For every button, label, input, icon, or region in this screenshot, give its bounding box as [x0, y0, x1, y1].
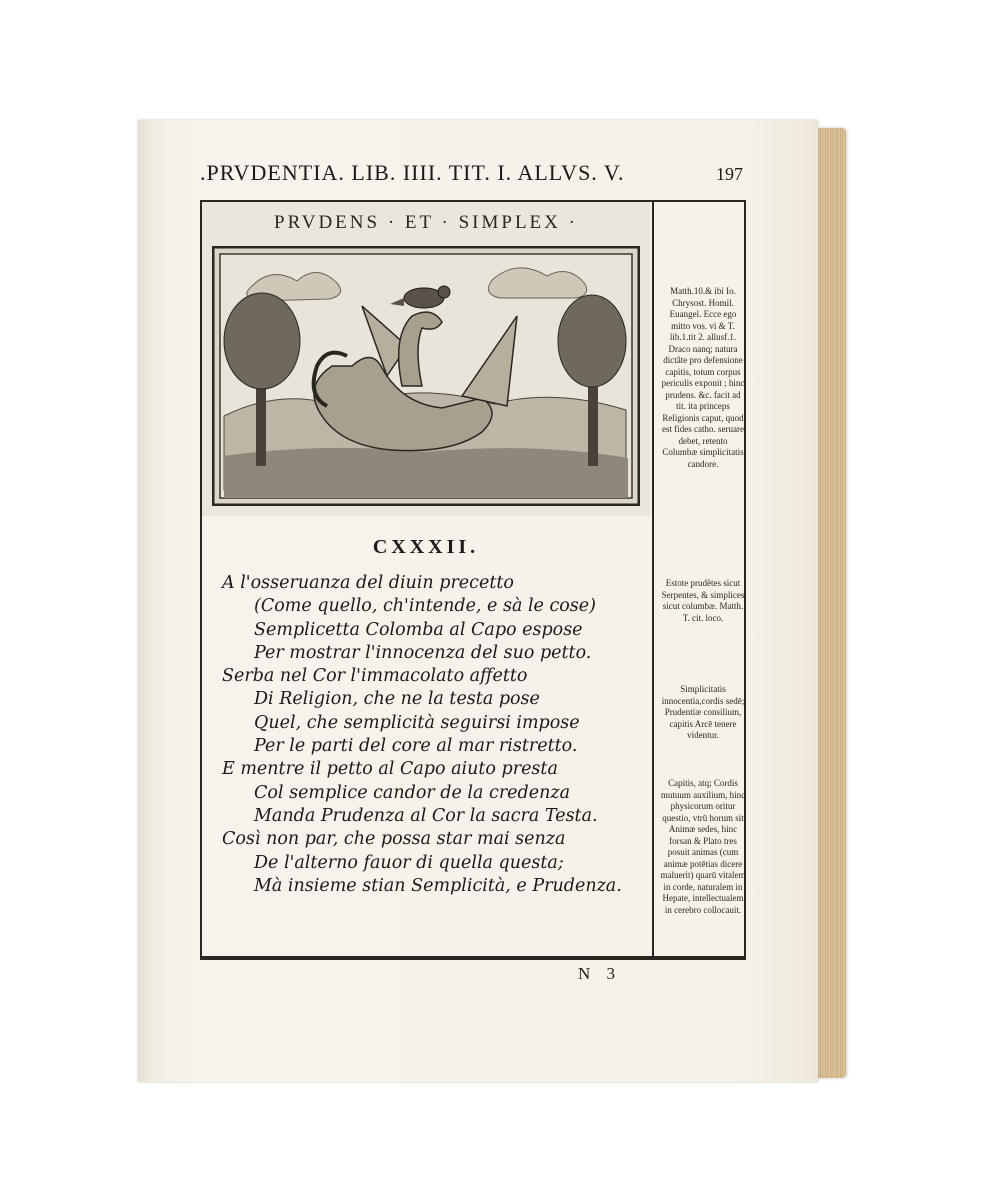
marginal-note: Simplicitatis innocentia,cordis sedē; Prudentiæ consilium, capitis Arcē tenere videntur.	[661, 684, 745, 740]
signature-mark: N 3	[578, 964, 622, 983]
poem-line: Col semplice candor de la credenza	[254, 782, 571, 803]
poem-line: Mà insieme stian Semplicità, e Prudenza.	[254, 875, 622, 896]
emblem-motto: PRVDENS · ET · SIMPLEX ·	[274, 212, 578, 233]
poem-line: A l'osseruanza del diuin precetto	[222, 573, 514, 593]
poem-line: Così non par, che possa star mai senza	[222, 829, 566, 850]
poem-line: Serba nel Cor l'immacolato affetto	[222, 666, 528, 687]
poem-line: Quel, che semplicità seguirsi impose	[254, 712, 580, 733]
bottom-rule	[200, 956, 746, 958]
poem-line: Semplicetta Colomba al Capo espose	[254, 619, 583, 640]
running-head: .PRVDENTIA. LIB. IIII. TIT. I. ALLVS. V.	[200, 160, 625, 185]
poem-line: De l'alterno fauor di quella questa;	[254, 852, 564, 873]
poem-line: Per mostrar l'innocenza del suo petto.	[254, 642, 592, 663]
poem-line: E mentre il petto al Capo aiuto presta	[222, 759, 558, 780]
poem	[222, 572, 662, 898]
poem-line: Per le parti del core al mar ristretto.	[254, 736, 578, 757]
marginal-note: Estote prudêtes sicut Serpentes, & simplices sicut columbæ. Matth. T. cit. loco.	[661, 578, 745, 623]
page-edge	[816, 128, 846, 1078]
poem-line: Manda Prudenza al Cor la sacra Testa.	[254, 805, 598, 826]
marginal-note: Matth.10.& ibi Io. Chrysost. Homil. Euangel. Ecce ego mitto vos. vi & T. lib.1.tit 2. allusf.1. Draco nanq; natura dictâte pro defensione capitis, totum corpus periculis exponit ; hinc prudens. &c. facit ad tit. ita princeps Religionis caput, quod est fides catho. seruare debet, retento Columbæ simplicitatis candore.	[661, 286, 745, 469]
page-number: 197	[716, 164, 743, 184]
dragon-dove-engraving	[212, 246, 640, 506]
poem-line: (Come quello, ch'intende, e sà le cose)	[254, 596, 596, 617]
emblem-number: CXXXII.	[372, 536, 480, 558]
page	[138, 120, 818, 1082]
book	[138, 120, 848, 1082]
emblem-engraving	[202, 202, 650, 516]
marginal-note: Capitis, atq; Cordis mutuum auxilium, hinc physicorum oritur questio, vtrū horum sit Animæ sedes, hinc forsan & Plato tres posuit animas (cum animæ potētias dicere maluerit) quarū vitalem in corde, naturalem in Hepate, intellectualem in cerebro collocauit.	[660, 778, 746, 915]
poem-line: Di Religion, che ne la testa pose	[254, 689, 540, 710]
